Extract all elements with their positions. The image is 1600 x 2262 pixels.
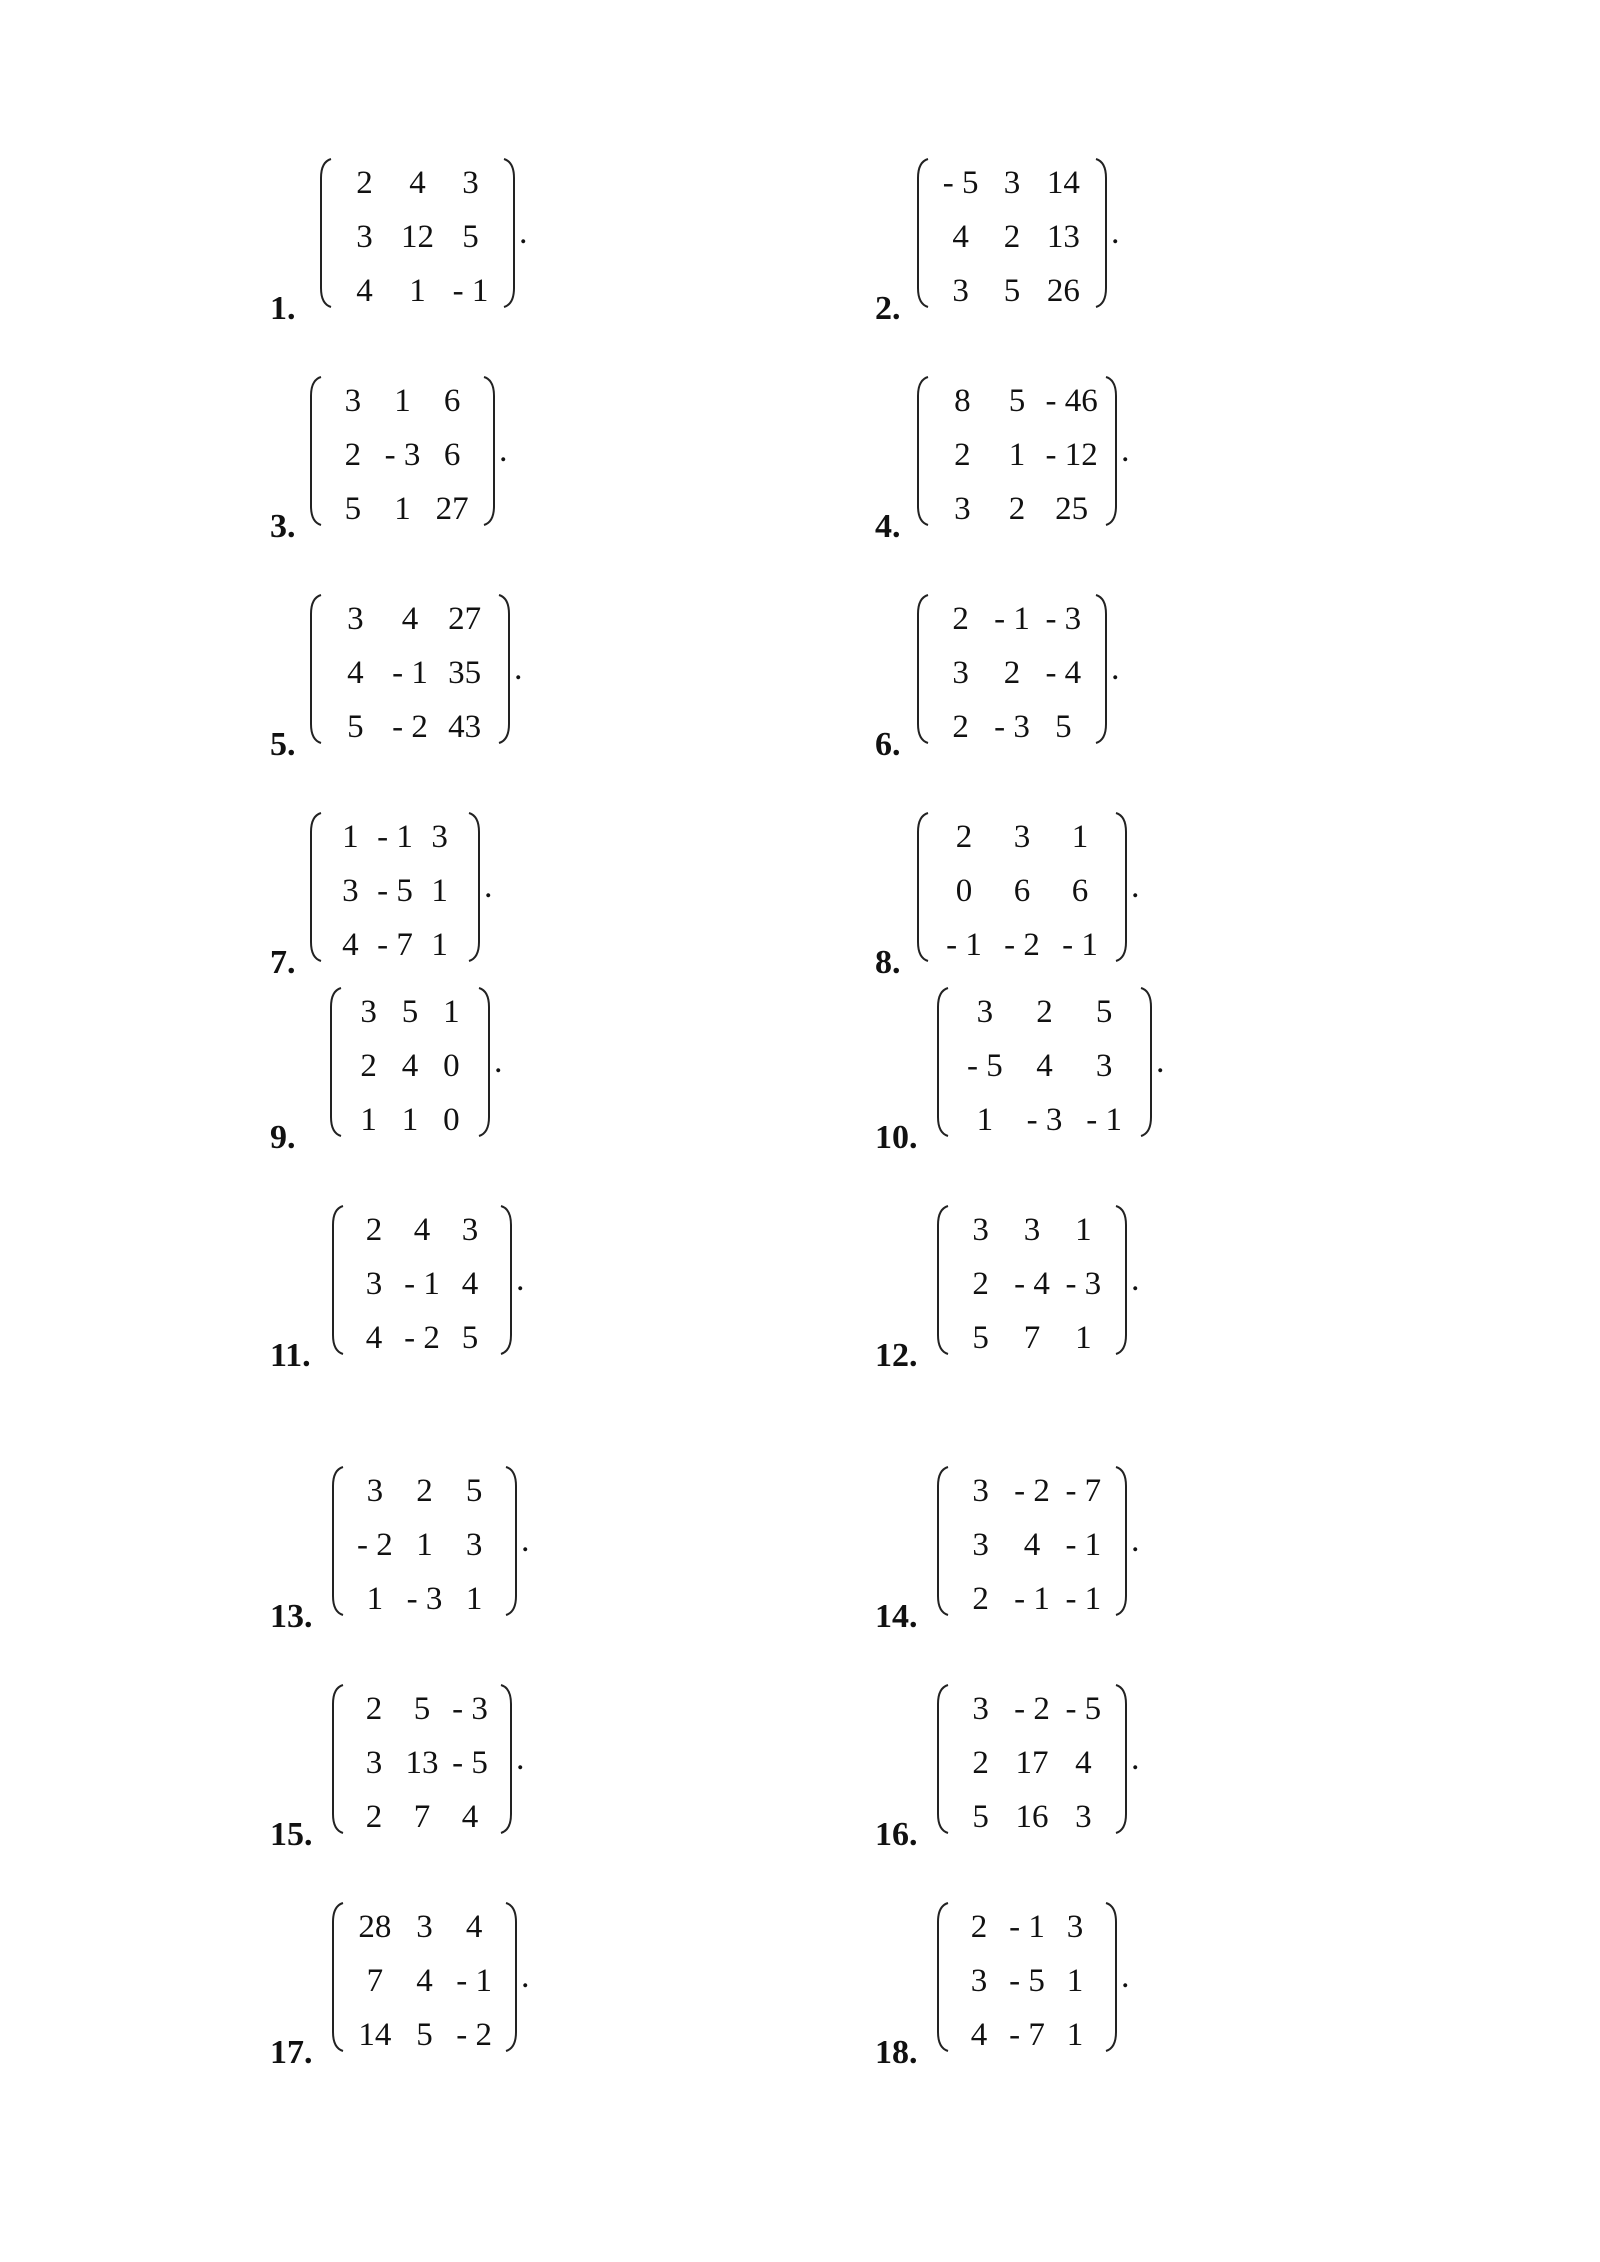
matrix-cell: 2 xyxy=(356,165,373,201)
matrix xyxy=(310,810,480,966)
matrix-cell: 3 xyxy=(342,873,359,909)
matrix-cell: - 5 xyxy=(377,873,413,909)
matrix-cell: 2 xyxy=(1036,994,1053,1030)
matrix-entries xyxy=(350,1203,494,1365)
problem-number: 17. xyxy=(270,2034,313,2071)
problem-13 xyxy=(270,1464,750,1634)
matrix-entries xyxy=(955,1464,1109,1626)
matrix-cell: 1 xyxy=(360,1102,377,1138)
period: . xyxy=(1121,1958,1130,1995)
matrix-cell: 2 xyxy=(416,1473,433,1509)
matrix-cell: 1 xyxy=(1008,437,1026,473)
problem-12 xyxy=(875,1203,1355,1373)
right-paren xyxy=(500,1205,512,1355)
matrix-cell: - 1 xyxy=(946,927,982,963)
matrix-cell: 7 xyxy=(413,1799,431,1835)
matrix-cell: 3 xyxy=(356,219,373,255)
matrix-cell: - 1 xyxy=(377,819,413,855)
matrix-cell: 1 xyxy=(409,273,426,309)
matrix-cell: 4 xyxy=(1023,1527,1041,1563)
matrix-cell: 13 xyxy=(405,1745,439,1781)
problem-2 xyxy=(875,156,1355,326)
matrix-cell: 2 xyxy=(972,1745,989,1781)
matrix xyxy=(332,1464,517,1620)
matrix-cell: - 2 xyxy=(404,1320,440,1356)
right-paren xyxy=(1115,1205,1127,1355)
right-paren xyxy=(1115,1466,1127,1616)
matrix-cell: 1 xyxy=(1071,819,1089,855)
matrix-cell: 2 xyxy=(955,819,973,855)
matrix-cell: 1 xyxy=(342,819,359,855)
matrix-entries xyxy=(338,156,497,318)
problem-number: 6. xyxy=(875,726,901,763)
matrix-cell: - 3 xyxy=(384,437,421,473)
right-paren xyxy=(1115,812,1127,962)
right-paren xyxy=(1105,376,1117,526)
right-paren xyxy=(483,376,495,526)
matrix-entries xyxy=(328,374,477,536)
matrix-cell: 35 xyxy=(448,655,482,691)
matrix-cell: 5 xyxy=(465,1473,483,1509)
problem-number: 1. xyxy=(270,290,296,327)
problem-number: 4. xyxy=(875,508,901,545)
matrix xyxy=(937,1682,1127,1838)
matrix-cell: 2 xyxy=(972,1266,989,1302)
period: . xyxy=(1121,432,1130,469)
matrix-cell: 3 xyxy=(970,1963,988,1999)
period: . xyxy=(1111,214,1120,251)
problem-number: 14. xyxy=(875,1598,918,1635)
matrix-cell: 3 xyxy=(431,819,448,855)
problem-4 xyxy=(875,374,1355,544)
problem-number: 9. xyxy=(270,1119,296,1156)
matrix-cell: - 7 xyxy=(377,927,413,963)
left-paren xyxy=(332,1902,344,2052)
matrix-cell: - 3 xyxy=(406,1581,443,1617)
matrix-cell: 3 xyxy=(976,994,994,1030)
matrix-cell: - 2 xyxy=(1014,1473,1050,1509)
matrix-cell: 5 xyxy=(462,219,479,255)
matrix-cell: 6 xyxy=(1071,873,1089,909)
matrix-cell: 43 xyxy=(448,709,482,745)
matrix-cell: - 5 xyxy=(966,1048,1003,1084)
right-paren xyxy=(478,987,490,1137)
problem-17 xyxy=(270,1900,750,2070)
matrix-cell: 7 xyxy=(366,1963,384,1999)
matrix-cell: 4 xyxy=(401,1048,419,1084)
left-paren xyxy=(917,594,929,744)
problem-6 xyxy=(875,592,1355,762)
problem-number: 12. xyxy=(875,1337,918,1374)
matrix-cell: 4 xyxy=(347,655,364,691)
period: . xyxy=(499,432,508,469)
problem-8 xyxy=(875,810,1355,980)
matrix-entries xyxy=(955,1900,1099,2062)
right-paren xyxy=(1105,1902,1117,2052)
left-paren xyxy=(937,1902,949,2052)
matrix-cell: 3 xyxy=(1066,1909,1084,1945)
left-paren xyxy=(330,987,342,1137)
matrix-cell: 3 xyxy=(365,1266,383,1302)
matrix-cell: 1 xyxy=(431,873,448,909)
matrix-cell: 4 xyxy=(356,273,373,309)
period: . xyxy=(516,1740,525,1777)
matrix-entries xyxy=(350,1682,494,1844)
matrix-entries xyxy=(935,810,1109,972)
matrix-cell: 5 xyxy=(461,1320,479,1356)
left-paren xyxy=(332,1466,344,1616)
matrix-cell: 5 xyxy=(347,709,364,745)
matrix-cell: 5 xyxy=(1003,273,1021,309)
matrix xyxy=(937,1900,1117,2056)
matrix-cell: 2 xyxy=(954,437,971,473)
problem-number: 8. xyxy=(875,944,901,981)
matrix-cell: 3 xyxy=(1003,165,1021,201)
matrix-entries xyxy=(935,156,1089,318)
matrix-cell: 2 xyxy=(1003,219,1021,255)
matrix-cell: - 5 xyxy=(942,165,979,201)
matrix-cell: 2 xyxy=(1008,491,1026,527)
problem-5 xyxy=(270,592,750,762)
problem-10 xyxy=(875,985,1355,1155)
left-paren xyxy=(917,812,929,962)
matrix-cell: 0 xyxy=(443,1048,460,1084)
matrix-cell: 3 xyxy=(954,491,971,527)
matrix xyxy=(917,374,1117,530)
matrix-cell: 3 xyxy=(344,383,362,419)
matrix-cell: 3 xyxy=(1075,1799,1092,1835)
matrix-cell: 5 xyxy=(972,1320,989,1356)
matrix-cell: 4 xyxy=(1036,1048,1053,1084)
matrix-cell: 3 xyxy=(461,1212,479,1248)
matrix-cell: 1 xyxy=(431,927,448,963)
problem-7 xyxy=(270,810,750,980)
matrix-cell: - 5 xyxy=(1009,1963,1045,1999)
left-paren xyxy=(310,376,322,526)
matrix-entries xyxy=(350,1464,499,1626)
problem-number: 15. xyxy=(270,1816,313,1853)
matrix-cell: 3 xyxy=(972,1691,989,1727)
matrix-cell: - 1 xyxy=(452,273,489,309)
matrix-cell: 5 xyxy=(972,1799,989,1835)
matrix-cell: - 46 xyxy=(1045,383,1098,419)
matrix-cell: - 12 xyxy=(1045,437,1098,473)
matrix-cell: 1 xyxy=(465,1581,483,1617)
matrix-cell: 2 xyxy=(970,1909,988,1945)
matrix-cell: - 1 xyxy=(1062,927,1098,963)
matrix xyxy=(310,374,495,530)
period: . xyxy=(484,868,493,905)
matrix-cell: - 2 xyxy=(356,1527,393,1563)
matrix-cell: 3 xyxy=(1095,1048,1113,1084)
matrix-cell: 26 xyxy=(1046,273,1080,309)
matrix-cell: 27 xyxy=(435,491,469,527)
left-paren xyxy=(937,1684,949,1834)
matrix-cell: 0 xyxy=(955,873,973,909)
problem-number: 5. xyxy=(270,726,296,763)
matrix-cell: 28 xyxy=(358,1909,392,1945)
matrix-cell: 4 xyxy=(416,1963,433,1999)
period: . xyxy=(1131,1261,1140,1298)
matrix-cell: - 2 xyxy=(1014,1691,1050,1727)
matrix-cell: 1 xyxy=(394,491,411,527)
matrix-cell: 3 xyxy=(465,1527,483,1563)
matrix-cell: 2 xyxy=(360,1048,377,1084)
matrix-cell: 4 xyxy=(461,1266,479,1302)
matrix-cell: 3 xyxy=(952,273,969,309)
matrix-cell: 1 xyxy=(443,994,460,1030)
matrix xyxy=(937,1464,1127,1620)
matrix-cell: 1 xyxy=(394,383,411,419)
matrix-entries xyxy=(955,1682,1109,1844)
right-paren xyxy=(505,1902,517,2052)
matrix xyxy=(917,156,1107,312)
matrix-cell: 3 xyxy=(416,1909,433,1945)
matrix-cell: - 5 xyxy=(452,1745,488,1781)
left-paren xyxy=(320,158,332,308)
matrix-cell: 1 xyxy=(416,1527,433,1563)
period: . xyxy=(1111,650,1120,687)
matrix-cell: 7 xyxy=(1023,1320,1041,1356)
problem-number: 13. xyxy=(270,1598,313,1635)
matrix-cell: - 1 xyxy=(456,1963,493,1999)
matrix-cell: 4 xyxy=(365,1320,383,1356)
problem-number: 3. xyxy=(270,508,296,545)
matrix-cell: 12 xyxy=(401,219,434,255)
matrix-entries xyxy=(350,1900,499,2062)
period: . xyxy=(1131,1740,1140,1777)
matrix-cell: 4 xyxy=(413,1212,431,1248)
matrix-cell: 4 xyxy=(465,1909,483,1945)
left-paren xyxy=(937,987,949,1137)
problem-11 xyxy=(270,1203,750,1373)
problem-number: 11. xyxy=(270,1337,311,1374)
matrix-cell: 6 xyxy=(443,383,461,419)
matrix xyxy=(332,1682,512,1838)
problem-number: 10. xyxy=(875,1119,918,1156)
period: . xyxy=(1156,1043,1165,1080)
matrix-cell: - 4 xyxy=(1014,1266,1050,1302)
matrix-cell: 2 xyxy=(952,601,969,637)
matrix-cell: 6 xyxy=(443,437,461,473)
matrix-cell: 1 xyxy=(1066,1963,1084,1999)
matrix-cell: 4 xyxy=(401,601,419,637)
matrix-cell: 3 xyxy=(365,1745,383,1781)
matrix-cell: - 1 xyxy=(1065,1581,1102,1617)
left-paren xyxy=(937,1205,949,1355)
matrix-cell: - 7 xyxy=(1009,2017,1045,2053)
matrix-cell: - 1 xyxy=(994,601,1030,637)
matrix-cell: - 2 xyxy=(456,2017,493,2053)
matrix-cell: 3 xyxy=(1023,1212,1041,1248)
matrix-cell: 27 xyxy=(448,601,482,637)
matrix-cell: - 2 xyxy=(1004,927,1040,963)
matrix-cell: 2 xyxy=(1003,655,1021,691)
matrix-cell: 2 xyxy=(365,1212,383,1248)
matrix-cell: 4 xyxy=(970,2017,988,2053)
problem-14 xyxy=(875,1464,1355,1634)
period: . xyxy=(516,1261,525,1298)
matrix-entries xyxy=(955,1203,1109,1365)
right-paren xyxy=(498,594,510,744)
matrix-cell: 3 xyxy=(972,1212,989,1248)
left-paren xyxy=(332,1205,344,1355)
problem-15 xyxy=(270,1682,750,1852)
matrix-cell: 14 xyxy=(1046,165,1080,201)
left-paren xyxy=(917,158,929,308)
period: . xyxy=(519,214,528,251)
matrix-cell: - 7 xyxy=(1065,1473,1102,1509)
matrix xyxy=(917,810,1127,966)
left-paren xyxy=(917,376,929,526)
matrix-cell: 5 xyxy=(1095,994,1113,1030)
matrix-cell: 25 xyxy=(1055,491,1089,527)
matrix-cell: 8 xyxy=(954,383,971,419)
matrix-cell: 2 xyxy=(972,1581,989,1617)
matrix-cell: 5 xyxy=(401,994,419,1030)
problem-number: 18. xyxy=(875,2034,918,2071)
period: . xyxy=(514,650,523,687)
left-paren xyxy=(310,812,322,962)
matrix-cell: - 1 xyxy=(1065,1527,1102,1563)
matrix-cell: - 3 xyxy=(994,709,1030,745)
matrix-cell: - 1 xyxy=(1086,1102,1123,1138)
matrix xyxy=(310,592,510,748)
matrix-cell: 3 xyxy=(1013,819,1031,855)
right-paren xyxy=(1140,987,1152,1137)
matrix-cell: 3 xyxy=(462,165,479,201)
matrix-cell: 4 xyxy=(409,165,426,201)
matrix xyxy=(917,592,1107,748)
matrix-cell: 13 xyxy=(1046,219,1080,255)
matrix-cell: 3 xyxy=(360,994,377,1030)
matrix xyxy=(937,985,1152,1141)
right-paren xyxy=(505,1466,517,1616)
matrix-cell: 5 xyxy=(1008,383,1026,419)
matrix-entries xyxy=(935,592,1089,754)
matrix-cell: 5 xyxy=(413,1691,431,1727)
period: . xyxy=(494,1043,503,1080)
matrix xyxy=(320,156,515,312)
matrix xyxy=(332,1203,512,1359)
matrix xyxy=(330,985,490,1141)
matrix-cell: 1 xyxy=(366,1581,384,1617)
period: . xyxy=(1131,1522,1140,1559)
matrix-cell: 1 xyxy=(1075,1212,1092,1248)
matrix-cell: - 1 xyxy=(404,1266,440,1302)
matrix-cell: 5 xyxy=(1055,709,1072,745)
matrix-cell: - 3 xyxy=(452,1691,488,1727)
matrix-cell: 5 xyxy=(344,491,362,527)
right-paren xyxy=(500,1684,512,1834)
matrix-cell: 14 xyxy=(358,2017,392,2053)
matrix-cell: 5 xyxy=(416,2017,433,2053)
problem-number: 2. xyxy=(875,290,901,327)
matrix-cell: - 2 xyxy=(392,709,428,745)
problem-1 xyxy=(270,156,750,326)
period: . xyxy=(521,1958,530,1995)
right-paren xyxy=(1095,594,1107,744)
matrix-entries xyxy=(935,374,1099,536)
problem-number: 7. xyxy=(270,944,296,981)
right-paren xyxy=(468,812,480,962)
matrix-cell: - 1 xyxy=(1009,1909,1045,1945)
matrix xyxy=(332,1900,517,2056)
left-paren xyxy=(310,594,322,744)
right-paren xyxy=(1115,1684,1127,1834)
matrix-cell: 1 xyxy=(1066,2017,1084,2053)
matrix-cell: - 3 xyxy=(1026,1102,1063,1138)
matrix-cell: - 1 xyxy=(1014,1581,1050,1617)
matrix-cell: - 5 xyxy=(1065,1691,1102,1727)
matrix-cell: 1 xyxy=(976,1102,994,1138)
matrix-cell: 4 xyxy=(1075,1745,1092,1781)
matrix-cell: 3 xyxy=(347,601,364,637)
matrix-cell: 0 xyxy=(443,1102,460,1138)
matrix-cell: - 3 xyxy=(1045,601,1082,637)
period: . xyxy=(1131,868,1140,905)
matrix-entries xyxy=(955,985,1134,1147)
matrix-cell: 1 xyxy=(1075,1320,1092,1356)
matrix-cell: 2 xyxy=(344,437,362,473)
matrix-entries xyxy=(348,985,472,1147)
matrix-cell: 1 xyxy=(401,1102,419,1138)
right-paren xyxy=(1095,158,1107,308)
matrix-cell: 3 xyxy=(952,655,969,691)
left-paren xyxy=(937,1466,949,1616)
problem-number: 16. xyxy=(875,1816,918,1853)
matrix xyxy=(937,1203,1127,1359)
matrix-cell: 4 xyxy=(952,219,969,255)
matrix-cell: 2 xyxy=(952,709,969,745)
matrix-cell: 6 xyxy=(1013,873,1031,909)
matrix-cell: 3 xyxy=(972,1473,989,1509)
problem-16 xyxy=(875,1682,1355,1852)
matrix-cell: - 4 xyxy=(1045,655,1082,691)
left-paren xyxy=(332,1684,344,1834)
matrix-cell: 3 xyxy=(972,1527,989,1563)
matrix-cell: 2 xyxy=(365,1799,383,1835)
matrix-cell: 3 xyxy=(366,1473,384,1509)
problem-3 xyxy=(270,374,750,544)
matrix-cell: 4 xyxy=(461,1799,479,1835)
matrix-cell: 17 xyxy=(1015,1745,1049,1781)
problem-18 xyxy=(875,1900,1355,2070)
problem-9 xyxy=(270,985,750,1155)
matrix-cell: 16 xyxy=(1015,1799,1049,1835)
matrix-cell: - 3 xyxy=(1065,1266,1102,1302)
matrix-cell: - 1 xyxy=(392,655,428,691)
matrix-entries xyxy=(328,592,492,754)
right-paren xyxy=(503,158,515,308)
period: . xyxy=(521,1522,530,1559)
matrix-cell: 2 xyxy=(365,1691,383,1727)
matrix-cell: 4 xyxy=(342,927,359,963)
matrix-entries xyxy=(328,810,462,972)
